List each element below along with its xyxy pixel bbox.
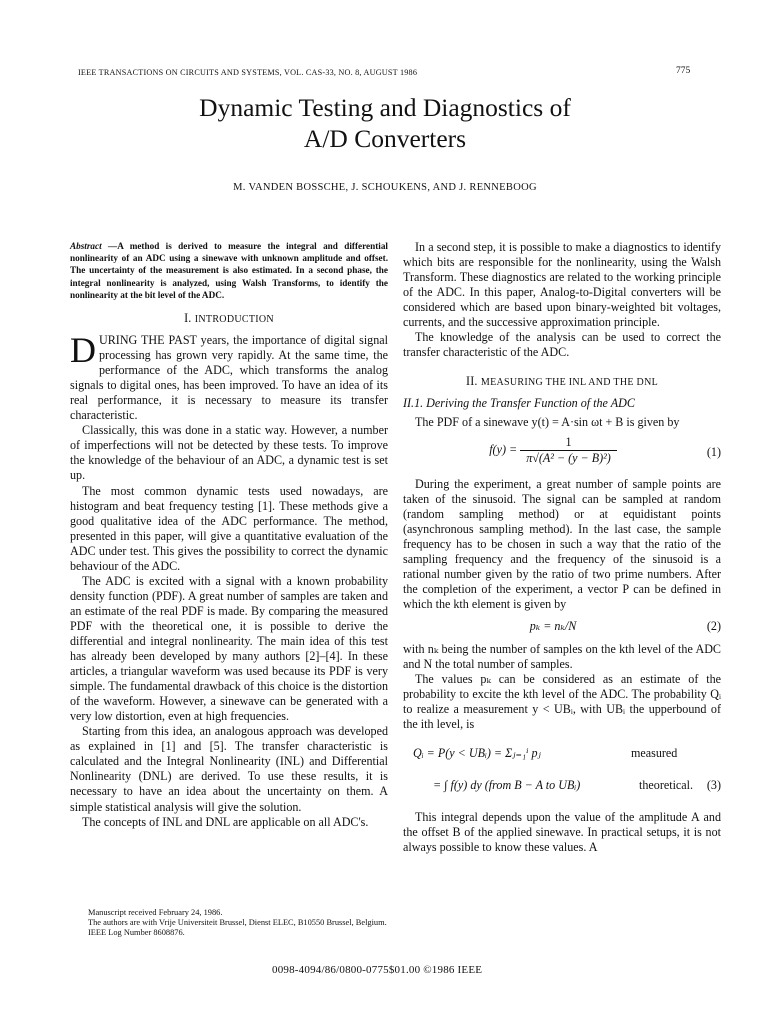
- equation-2: [403, 616, 721, 638]
- right-paragraph-2: The knowledge of the analysis can be used to correct the transfer characteristic of the ADC.: [403, 330, 721, 360]
- intro-paragraph-5: Starting from this idea, an analogous approach was developed as explained in [1] and [5]. The transfer characteristic is calculated and the Integral Nonlinearity (INL) and Differential Nonlinearity (DNL) are derived. To use these results, it is necessary to have an idea about the uncertainty on them. A simple statistical analysis will give the solution.: [70, 724, 388, 814]
- copyright-line: 0098-4094/86/0800-0775$01.00 ©1986 IEEE: [272, 964, 483, 976]
- right-paragraph-1: In a second step, it is possible to make a diagnostics to identify which bits are responsible for the nonlinearity, using the Walsh Transform. These diagnostics are related to the working principle of the ADC. In this paper, Analog-to-Digital converters will be considered which are based upon binary-weighted bit voltages, currents, and the successive approximation principle.: [403, 240, 721, 330]
- section-2-number: II.: [465, 374, 478, 389]
- intro-text-1: URING THE PAST years, the importance of digital signal processing has grown very rapidly. At the same time, the performance of the ADC, which transforms the analog signals to digital ones, has been improved. To have an idea of its real performance, it is necessary to measure its transfer characteristic.: [70, 333, 388, 423]
- equation-1-body: [403, 435, 703, 466]
- title-line-1: Dynamic Testing and Diagnostics of: [199, 93, 571, 122]
- drop-cap: D: [70, 330, 96, 371]
- equation-3-theoretical-note: theoretical.: [639, 778, 694, 793]
- right-paragraph-4: During the experiment, a great number of sample points are taken of the sinusoid. The signal can be sampled at random (random sampling method) or at equidistant points (asynchronous sampling method). In the last case, the sample frequency has to be chosen in such a way that the ratio of the sampling frequency and the frequency of the sinusoid is a rational number given by the ratio of two prime numbers. After the completion of the experiment, a vector P can be defined in which the kth element is given by: [403, 476, 721, 611]
- intro-paragraph-1: [70, 330, 388, 423]
- equation-2-label: (2): [706, 618, 721, 633]
- footnote-affiliation: The authors are with Vrije Universiteit Brussel, Dienst ELEC, B10550 Brussel, Belgium.: [88, 918, 387, 927]
- intro-paragraph-2: Classically, this was done in a static way. However, a number of imperfections will not be detected by these tests. To improve the knowledge of the behaviour of an ADC, a dynamic test is set up.: [70, 423, 388, 483]
- page-number: 775: [676, 66, 691, 76]
- subsection-heading: II.1. Deriving the Transfer Function of the ADC: [403, 396, 635, 411]
- footnote: [78, 908, 396, 938]
- intro-paragraph-6: The concepts of INL and DNL are applicable on all ADC's.: [82, 814, 369, 829]
- equation-1-fraction: [520, 435, 617, 466]
- abstract-text: A method is derived to measure the integral and differential nonlinearity of an ADC using a sinewave with unknown amplitude and offset. The uncertainty of the measurement is also estimated. In a second phase, the integral nonlinearity is analyzed, using Walsh Transforms, to identify the nonlinearity at the bit level of the ADC.: [70, 241, 388, 300]
- left-column: [70, 240, 388, 830]
- section-heading-measuring: [403, 374, 721, 390]
- equation-3-measured-note: measured: [631, 746, 678, 761]
- running-head: IEEE TRANSACTIONS ON CIRCUITS AND SYSTEMS, VOL. CAS-33, NO. 8, AUGUST 1986: [78, 68, 418, 77]
- equation-3-label: (3): [706, 778, 721, 793]
- paper-title: [100, 92, 670, 154]
- section-2-title: MEASURING THE INL AND THE DNL: [480, 377, 659, 389]
- equation-1-denominator: π√(A² − (y − B)²): [526, 450, 611, 465]
- intro-paragraph-3: The most common dynamic tests used nowadays, are histogram and beat frequency testing [1]. These methods give a good qualitative idea of the ADC performance. The method, presented in this paper, will give a quantitative evaluation of the ADC under test. This gives the possibility to correct the dynamic behaviour of the ADC.: [70, 483, 388, 573]
- section-number: I.: [184, 311, 192, 326]
- right-paragraph-5: with nₖ being the number of samples on the kth level of the ADC and N the total number of samples.: [403, 641, 721, 671]
- right-paragraph-6: The values pₖ can be considered as an estimate of the probability to excite the kth level of the ADC. The probability Qᵢ to realize a measurement y < UBᵢ, with UBᵢ the upperbound of the ith level, is: [403, 672, 721, 732]
- equation-2-body: pₖ = nₖ/N: [529, 618, 577, 633]
- right-paragraph-7: This integral depends upon the value of the amplitude A and the offset B of the applied sinewave. In practical setups, it is not always possible to know these values. A: [403, 810, 721, 855]
- authors: M. VANDEN BOSSCHE, J. SCHOUKENS, AND J. RENNEBOOG: [233, 182, 537, 193]
- section-heading-introduction: [70, 311, 388, 327]
- right-column: [403, 240, 721, 855]
- equation-3-theoretical: = ∫ f(y) dy (from B − A to UBᵢ): [433, 778, 581, 793]
- equation-1: [403, 435, 721, 473]
- footnote-log-number: IEEE Log Number 8608876.: [88, 928, 185, 937]
- intro-paragraph-4: The ADC is excited with a signal with a known probability density function (PDF). A great number of samples are taken and an estimate of the real PDF is made. By comparing the measured PDF with the theoretical one, it is possible to derive the differential and integral nonlinearity. The main idea of this test has already been developed by many authors [2]–[4]. In these articles, a triangular waveform was used because its PDF is very simple. The fundamental drawback of this choice is the distortion of the waveform. However, a sinewave can be generated with a very low distortion, even at high frequencies.: [70, 573, 388, 724]
- footnote-received: Manuscript received February 24, 1986.: [88, 908, 223, 917]
- equation-1-label: (1): [706, 444, 721, 459]
- abstract: [70, 240, 388, 301]
- right-paragraph-3: The PDF of a sinewave y(t) = A·sin ωt + B is given by: [415, 415, 680, 430]
- title-line-2: A/D Converters: [303, 124, 467, 153]
- section-title: INTRODUCTION: [194, 314, 274, 326]
- equation-1-lhs: f(y) =: [489, 441, 518, 456]
- abstract-label: Abstract —: [70, 241, 118, 251]
- equation-3: [403, 740, 721, 804]
- equation-3-measured: Qᵢ = P(y < UBᵢ) = Σⱼ₌₁ⁱ pⱼ: [413, 746, 541, 761]
- equation-1-numerator: 1: [520, 435, 617, 451]
